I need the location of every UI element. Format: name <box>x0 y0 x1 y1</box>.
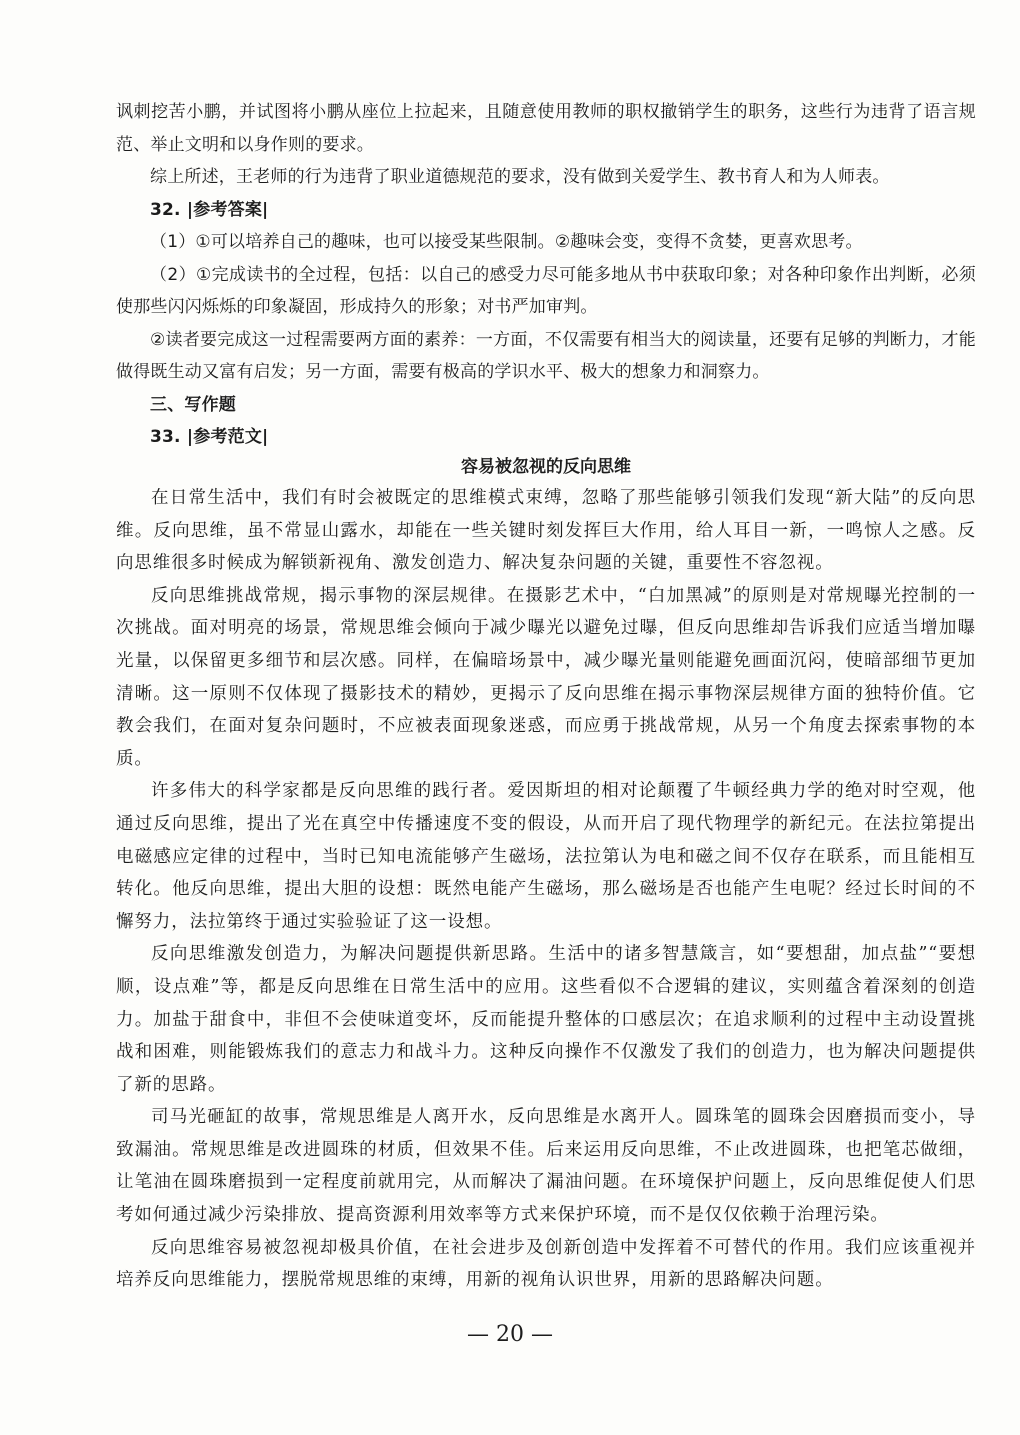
essay-paragraph: 在日常生活中，我们有时会被既定的思维模式束缚，忽略了那些能够引领我们发现“新大陆”的反向思维。反向思维，虽不常显山露水，却能在一些关键时刻发挥巨大作用，给人耳目一新，一鸣惊人之感。反向思维很多时候成为解锁新视角、激发创造力、解决复杂问题的关键，重要性不容忽视。 <box>116 488 976 574</box>
q32-answer-3: ②读者要完成这一过程需要两方面的素养：一方面，不仅需要有相当大的阅读量，还要有足够的判断力，才能做得既生动又富有启发；另一方面，需要有极高的学识水平、极大的想象力和洞察力。 <box>116 329 976 382</box>
prev-answer-section <box>116 96 976 454</box>
essay-body <box>116 482 976 1297</box>
q32-heading: 32. |参考答案| <box>150 199 269 220</box>
essay-paragraph: 司马光砸缸的故事，常规思维是人离开水，反向思维是水离开人。圆珠笔的圆珠会因磨损而变小，导致漏油。常规思维是改进圆珠的材质，但效果不佳。后来运用反向思维，不止改进圆珠，也把笔芯做细，让笔油在圆珠磨损到一定程度前就用完，从而解决了漏油问题。在环境保护问题上，反向思维促使人们思考如何通过减少污染排放、提高资源利用效率等方式来保护环境，而不是仅仅依赖于治理污染。 <box>116 1107 976 1226</box>
section-heading: 三、写作题 <box>150 394 236 415</box>
essay-title: 容易被忽视的反向思维 <box>461 457 631 477</box>
continuation-text: 讽刺挖苦小鹏，并试图将小鹏从座位上拉起来，且随意使用教师的职权撤销学生的职务，这些行为违背了语言规范、举止文明和以身作则的要求。 <box>116 102 976 155</box>
summary-text: 综上所述，王老师的行为违背了职业道德规范的要求，没有做到关爱学生、教书育人和为人师表。 <box>150 167 890 187</box>
q32-answer-1: （1）①可以培养自己的趣味，也可以接受某些限制。②趣味会变，变得不贪婪，更喜欢思考。 <box>150 232 863 252</box>
essay-paragraph: 反向思维激发创造力，为解决问题提供新思路。生活中的诸多智慧箴言，如“要想甜，加点盐”“要想顺，设点难”等，都是反向思维在日常生活中的应用。这些看似不合逻辑的建议，实则蕴含着深刻的创造力。加盐于甜食中，非但不会使味道变坏，反而能提升整体的口感层次；在追求顺利的过程中主动设置挑战和困难，则能锻炼我们的意志力和战斗力。这种反向操作不仅激发了我们的创造力，也为解决问题提供了新的思路。 <box>116 944 976 1095</box>
q32-answer-2: （2）①完成读书的全过程，包括：以自己的感受力尽可能多地从书中获取印象；对各种印象作出判断，必须使那些闪闪烁烁的印象凝固，形成持久的形象；对书严加审判。 <box>116 264 976 317</box>
essay-paragraph: 反向思维挑战常规，揭示事物的深层规律。在摄影艺术中，“白加黑减”的原则是对常规曝光控制的一次挑战。面对明亮的场景，常规思维会倾向于减少曝光以避免过曝，但反向思维却告诉我们应适当增加曝光量，以保留更多细节和层次感。同样，在偏暗场景中，减少曝光量则能避免画面沉闷，使暗部细节更加清晰。这一原则不仅体现了摄影技术的精妙，更揭示了反向思维在揭示事物深层规律方面的独特价值。它教会我们，在面对复杂问题时，不应被表面现象迷惑，而应勇于挑战常规，从另一个角度去探索事物的本质。 <box>116 585 976 769</box>
page-number: — 20 — <box>467 1322 553 1347</box>
essay-paragraph: 许多伟大的科学家都是反向思维的践行者。爱因斯坦的相对论颠覆了牛顿经典力学的绝对时空观，他通过反向思维，提出了光在真空中传播速度不变的假设，从而开启了现代物理学的新纪元。在法拉第提出电磁感应定律的过程中，当时已知电流能够产生磁场，法拉第认为电和磁之间不仅存在联系，而且能相互转化。他反向思维，提出大胆的设想：既然电能产生磁场，那么磁场是否也能产生电呢？经过长时间的不懈努力，法拉第终于通过实验验证了这一设想。 <box>116 781 976 932</box>
essay-paragraph: 反向思维容易被忽视却极具价值，在社会进步及创新创造中发挥着不可替代的作用。我们应该重视并培养反向思维能力，摆脱常规思维的束缚，用新的视角认识世界，用新的思路解决问题。 <box>116 1237 976 1291</box>
q33-heading: 33. |参考范文| <box>150 427 269 447</box>
